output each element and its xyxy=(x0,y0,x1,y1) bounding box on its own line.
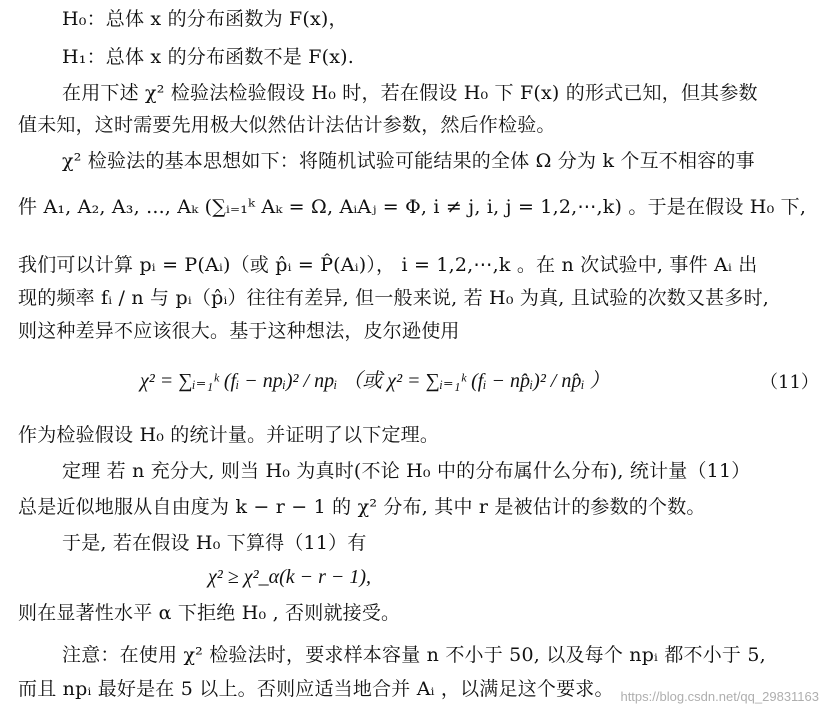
equation-number: （11） xyxy=(760,372,819,393)
intro-line-1: 在用下述 χ² 检验法检验假设 H₀ 时，若在假设 H₀ 下 F(x) 的形式已知，但其参数 xyxy=(62,82,758,104)
idea-line-2: 件 A₁, A₂, A₃, ..., Aₖ (∑ᵢ₌₁ᵏ Aₖ = Ω, AᵢAⱼ = Φ, i ≠ j, i, j = 1,2,⋯,k) 。于是在假设 H₀ 下, xyxy=(18,196,807,218)
idea-line-5: 则这种差异不应该很大。基于这种想法，皮尔逊使用 xyxy=(18,320,460,342)
watermark: https://blog.csdn.net/qq_29831163 xyxy=(620,689,819,704)
pearson-equation: χ² = ∑ᵢ₌₁ᵏ (fᵢ − npᵢ)² / npᵢ （或 χ² = ∑ᵢ₌₁ᵏ (fᵢ − np̂ᵢ)² / np̂ᵢ ） xyxy=(140,370,610,392)
idea-line-4: 现的频率 fᵢ / n 与 pᵢ（p̂ᵢ）往往有差异, 但一般来说, 若 H₀ 为真, 且试验的次数又甚多时, xyxy=(18,287,770,309)
theorem-line-1: 定理 若 n 充分大, 则当 H₀ 为真时(不论 H₀ 中的分布属什么分布), 统计量（11） xyxy=(62,460,751,482)
criterion-equation: χ² ≥ χ²_α(k − r − 1), xyxy=(208,566,372,588)
idea-line-1: χ² 检验法的基本思想如下：将随机试验可能结果的全体 Ω 分为 k 个互不相容的事 xyxy=(62,150,755,172)
then-line: 于是, 若在假设 H₀ 下算得（11）有 xyxy=(62,532,367,554)
intro-line-2: 值未知，这时需要先用极大似然估计法估计参数，然后作检验。 xyxy=(18,114,556,136)
note-line-1: 注意：在使用 χ² 检验法时，要求样本容量 n 不小于 50, 以及每个 npᵢ 都不小于 5, xyxy=(62,644,766,666)
hypothesis-h1: H₁：总体 x 的分布函数不是 F(x). xyxy=(62,46,354,68)
note-line-2: 而且 npᵢ 最好是在 5 以上。否则应适当地合并 Aᵢ ，以满足这个要求。 xyxy=(18,678,614,700)
hypothesis-h0: H₀：总体 x 的分布函数为 F(x)， xyxy=(62,8,348,30)
after-equation-line: 作为检验假设 H₀ 的统计量。并证明了以下定理。 xyxy=(18,424,440,446)
idea-line-3: 我们可以计算 pᵢ = P(Aᵢ)（或 p̂ᵢ = P̂(Aᵢ)）， i = 1,2,⋯,k 。在 n 次试验中, 事件 Aᵢ 出 xyxy=(18,254,758,276)
reject-line: 则在显著性水平 α 下拒绝 H₀ , 否则就接受。 xyxy=(18,602,401,624)
theorem-line-2: 总是近似地服从自由度为 k − r − 1 的 χ² 分布, 其中 r 是被估计的参数的个数。 xyxy=(18,496,706,518)
